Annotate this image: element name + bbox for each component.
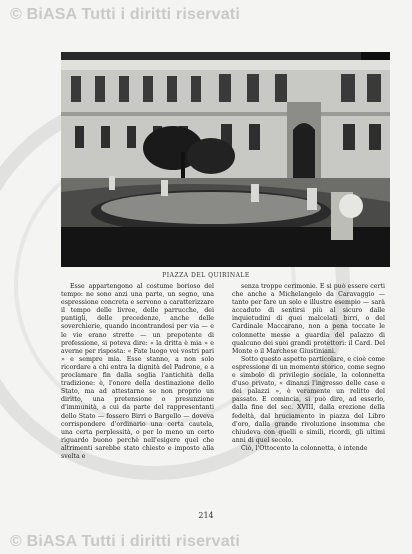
- paragraph: Esse appartengono al costume borioso del tempo: ne sono anzi una parte, un segno, una espressione concreta e servono a caratterizzare il tempo delle livree, delle parrucche, dei puntigli, delle precedenze, anche delle soverchierie, quando incontrandosi per via — e le vie erano strette — un prepotente di professione, si poteva dire: « la dritta è mia » e averne per risposta: « Fate luogo voi vostri pari » e sempre mia. Esse stanno, a non solo ricordare a chi entra la dignità del Padrone, e a proclamare fin dalla soglia l'antichità della tradizione: è, l'onore della destinazione dello Stato, ma ad attestarne se non proprio un diritto, una pretensione o presunzione d'immunità, a cui da parte del rappresentanti dello Stato — fossero Birri o Bargello — doveva corrispondere d'ordinario una certa cautela, una certa perplessità, o per lo meno un certo riguardo buono perchè nell'esigere quel che altrimenti sarebbe stato chiesto e imposto alla svelta e: [61, 283, 214, 460]
- paragraph: Ciò, l'Ottocento la colonnetta, è intende: [241, 444, 368, 452]
- photo-piazza-quirinale: [61, 52, 390, 267]
- watermark-bottom: © BiASA Tutti i diritti riservati: [10, 533, 240, 550]
- paragraph: Sotto questo aspetto particolare, e cioè come espressione di un momento storico, come segno e simbolo di privilegio sociale, la colonnetta d'uso privato, « dinanzi l'ingresso delle case e dei palazzi », è veramente un relitto del passato. E comincia, si può dire, ad esserlo, dalla fine del sec. XVIII, dalla erezione della fedeltà, dal bruciamento in piazza del Libro d'oro, dalla grande rivoluzione insomma che chiudeva con quelli e simili, ricordi, gli ultimi anni di quel secolo.: [232, 355, 385, 444]
- watermark-top: © BiASA Tutti i diritti riservati: [10, 6, 240, 23]
- figure-caption: PIAZZA DEL QUIRINALE: [162, 272, 250, 279]
- paragraph: senza troppe cerimonie. E si può essere certi che anche a Michelangelo da Caravaggio — tanto per fare un solo e illustre esempio — sarà accaduto di sentirsi più al sicuro dalle inquietudini di quei malcelati birri, o del Cardinale Maccarano, non a pena toccate le colonnette messe a guardia del palazzo di qualcuno dei suoi grandi protettori: il Card. Del Monte o il Marchese Giustiniani.: [232, 283, 385, 355]
- page-number: 214: [198, 511, 214, 520]
- text-column-right: [232, 283, 385, 523]
- text-column-left: [61, 283, 214, 523]
